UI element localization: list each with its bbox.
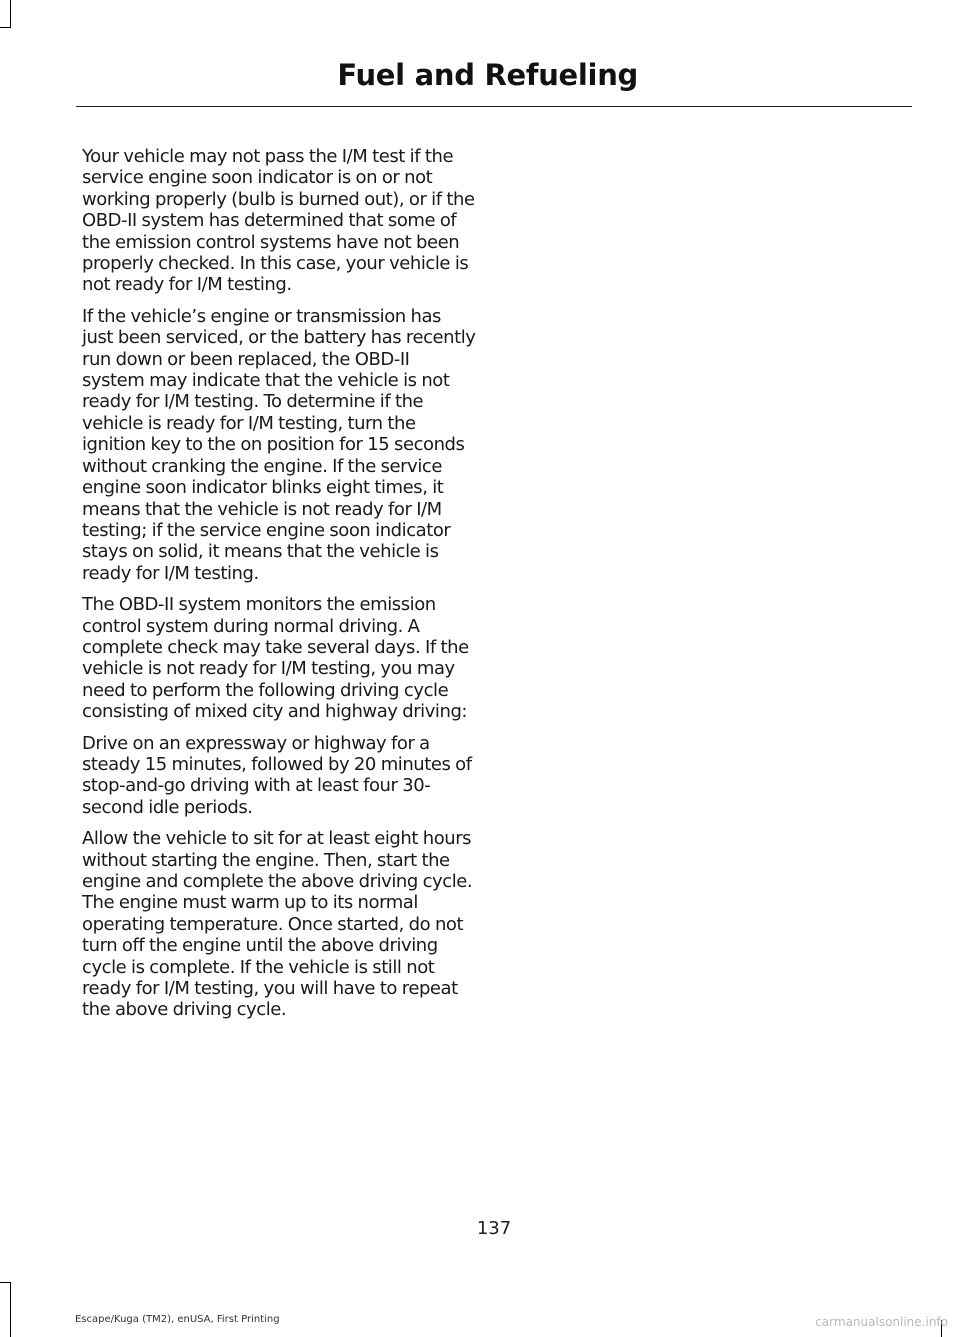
footer-edition: Escape/Kuga (TM2), enUSA, First Printing [75, 1314, 280, 1325]
paragraph: Drive on an expressway or highway for a steady 15 minutes, followed by 20 minutes of stop-and-go driving with at least four 30-second idle periods. [82, 732, 472, 818]
paragraph: Your vehicle may not pass the I/M test if the service engine soon indicator is on or not working properly (bulb is burned out), or if the OBD-II system has determined that some of the emission control systems have not been properly checked. In this case, your vehicle is not ready for I/M testing. [82, 146, 475, 296]
page-number: 137 [476, 1218, 512, 1239]
crop-mark-top-left [0, 27, 11, 28]
paragraph: If the vehicle’s engine or transmission has just been serviced, or the battery has recently run down or been replaced, the OBD-II system may indicate that the vehicle is not ready for I/M testing. To determine if the vehicle is ready for I/M testing, turn the ignition key to the on position for 15 seconds without cranking the engine. If the service engine soon indicator blinks eight times, it means that the vehicle is not ready for I/M testing; if the service engine soon indicator stays on solid, it means that the vehicle is ready for I/M testing. [82, 305, 476, 584]
header-divider [76, 106, 912, 107]
section-title: Fuel and Refueling [337, 58, 638, 92]
paragraph: Allow the vehicle to sit for at least eight hours without starting the engine. Then, start the engine and complete the above driving cycle. The engine must warm up to its normal operating temperature. Once started, do not turn off the engine until the above driving cycle is complete. If the vehicle is still not ready for I/M testing, you will have to repeat the above driving cycle. [82, 828, 473, 1021]
body-text-column [82, 146, 476, 1031]
paragraph: The OBD-II system monitors the emission control system during normal driving. A complete check may take several days. If the vehicle is not ready for I/M testing, you may need to perform the following driving cycle consisting of mixed city and highway driving: [82, 594, 469, 723]
crop-mark-top-left [10, 0, 11, 28]
watermark: carmanualsonline.info [815, 1315, 948, 1329]
crop-mark-bottom-left [10, 1282, 11, 1337]
crop-mark-bottom-left [0, 1282, 11, 1283]
